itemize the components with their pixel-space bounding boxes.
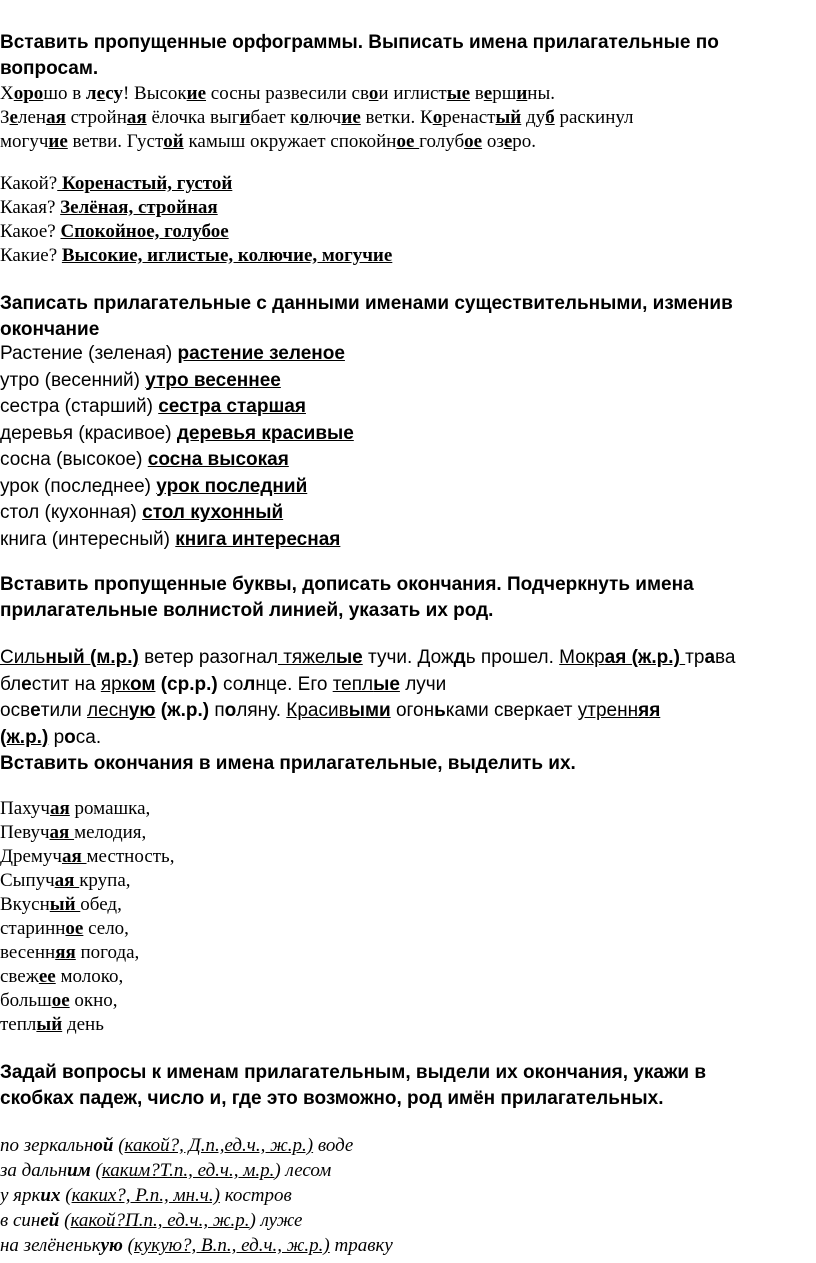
list-item	[0, 447, 800, 474]
exercise-5-heading-line-1: Задай вопросы к именам прилагательным, выдели их окончания, укажи в	[0, 1062, 707, 1083]
text-run: Какое?	[0, 221, 61, 242]
text-run: ой	[93, 1135, 114, 1156]
list-item	[0, 941, 800, 965]
text-run: весенн	[0, 942, 56, 963]
text-run: ие	[341, 107, 361, 128]
text-run: яя	[55, 942, 76, 963]
exercise-1-answers	[0, 172, 800, 268]
text-run: в	[470, 83, 484, 104]
text-line	[0, 130, 800, 154]
text-run: п	[209, 700, 225, 721]
text-run: урок (последнее)	[0, 475, 157, 497]
text-run: З	[0, 107, 10, 128]
exercise-1	[0, 30, 800, 154]
text-run: ая	[49, 822, 75, 843]
list-item	[0, 1133, 800, 1158]
text-run: а	[704, 647, 716, 668]
text-run: лучи	[399, 673, 447, 695]
text-run: б	[545, 107, 555, 128]
text-run: р	[48, 726, 65, 748]
list-item	[0, 527, 800, 554]
list-item	[0, 797, 800, 821]
text-run: (	[60, 1185, 72, 1206]
text-run: ветки. К	[360, 107, 433, 128]
text-run: Х	[0, 83, 14, 104]
text-run: ое	[65, 918, 84, 939]
text-run: камыш окружает спокойн	[183, 131, 397, 152]
text-run: (ж.р.)	[0, 726, 49, 748]
answer-line	[0, 220, 800, 244]
text-run: стол кухонный	[142, 502, 284, 523]
text-run: окно,	[69, 990, 118, 1011]
text-run: со	[217, 673, 244, 695]
text-run: Растение (зеленая)	[0, 343, 178, 364]
text-run: ей	[40, 1210, 60, 1231]
text-run: в син	[0, 1210, 41, 1231]
text-run: е	[96, 83, 106, 104]
text-run: деревья (красивое)	[0, 422, 177, 444]
list-item	[0, 1013, 800, 1037]
exercise-2	[0, 291, 800, 343]
text-run: е	[483, 83, 493, 104]
text-run: книга (интересный)	[0, 528, 176, 550]
text-run: Пахуч	[0, 798, 50, 819]
answer-line	[0, 244, 800, 268]
text-run: лен	[17, 107, 47, 128]
text-run: молоко,	[55, 966, 124, 987]
text-run: бает к	[250, 107, 300, 128]
text-run: ! Высок	[122, 83, 187, 104]
list-item	[0, 474, 800, 501]
text-run: свеж	[0, 966, 39, 987]
text-run: каких?, Р.п., мн.ч.)	[71, 1185, 220, 1206]
text-line	[0, 672, 800, 699]
list-item	[0, 1233, 800, 1258]
text-run: голуб	[419, 131, 465, 152]
list-item	[0, 394, 800, 421]
text-run: ая (ж.р.)	[604, 647, 686, 668]
text-run: ренаст	[442, 107, 496, 128]
text-run: село,	[83, 918, 129, 939]
text-run: ками сверкает	[445, 700, 578, 721]
text-run: ду	[521, 107, 546, 128]
text-run: Какая?	[0, 197, 61, 218]
list-item	[0, 1158, 800, 1183]
text-run: какой?, Д.п.,ед.ч., ж.р.)	[124, 1135, 314, 1156]
text-run: ветер разогнал	[138, 647, 278, 668]
text-run: Певуч	[0, 822, 50, 843]
text-run: ёлочка выг	[146, 107, 240, 128]
answer-line	[0, 172, 800, 196]
text-run: л	[243, 673, 256, 695]
text-run: ) лесом	[274, 1160, 332, 1181]
text-run: Зелёная, стройная	[60, 197, 218, 218]
text-line	[0, 82, 800, 106]
text-run: нце. Его	[255, 673, 333, 695]
text-run: Сыпуч	[0, 870, 55, 891]
text-run: (	[90, 1160, 102, 1181]
text-run: кукую?, В.п., ед.ч., ж.р.)	[133, 1235, 330, 1256]
text-run: стол (кухонная)	[0, 502, 143, 523]
exercise-4	[0, 751, 800, 777]
exercise-1-text	[0, 82, 800, 154]
text-run: са.	[75, 726, 102, 748]
text-run: ветви. Густ	[67, 131, 164, 152]
text-run: ) луже	[249, 1210, 303, 1231]
text-run: тяжел	[277, 647, 336, 668]
text-run: Спокойное, голубое	[60, 221, 229, 242]
text-run: старинн	[0, 918, 66, 939]
text-run: ь прошел.	[465, 647, 560, 668]
text-run: тучи. Дож	[362, 647, 454, 668]
text-run: ой	[163, 131, 184, 152]
list-item	[0, 845, 800, 869]
text-run: ый	[49, 894, 81, 915]
text-run: шо в	[43, 83, 86, 104]
text-run: раскинул	[554, 107, 634, 128]
list-item	[0, 368, 800, 395]
answer-line	[0, 196, 800, 220]
text-run: тепл	[0, 1014, 37, 1035]
text-run: Какой?	[0, 173, 58, 194]
exercise-4-heading: Вставить окончания в имена прилагательные, выделить их.	[0, 753, 576, 774]
text-run: сестра (старший)	[0, 396, 159, 417]
exercise-5-heading-line-2: скобках падеж, число и, где это возможно, род имён прилагательных.	[0, 1088, 664, 1109]
text-run: на зелёненьк	[0, 1235, 101, 1256]
text-run: ва	[715, 647, 736, 668]
text-run: (	[113, 1135, 125, 1156]
text-run: Коренастый, густой	[57, 173, 233, 194]
text-line	[0, 106, 800, 130]
text-run: утро (весенний)	[0, 369, 146, 391]
text-run: о	[64, 726, 76, 748]
text-line	[0, 698, 800, 725]
text-run: им	[67, 1160, 91, 1181]
text-run: у ярк	[0, 1185, 41, 1206]
text-run: за дальн	[0, 1160, 68, 1181]
text-run: обед,	[80, 894, 122, 915]
list-item	[0, 917, 800, 941]
text-run: утро весеннее	[145, 369, 281, 391]
text-run: е	[30, 700, 41, 721]
text-run: яя	[638, 700, 661, 721]
text-run: день	[62, 1014, 104, 1035]
text-run: (	[122, 1235, 134, 1256]
text-run: ый	[36, 1014, 63, 1035]
text-run: костров	[219, 1185, 292, 1206]
text-run: ое	[396, 131, 420, 152]
text-run: сосны развесили св	[206, 83, 369, 104]
exercise-2-heading-line-2: окончание	[0, 319, 100, 340]
list-item	[0, 821, 800, 845]
text-run: по зеркальн	[0, 1135, 94, 1156]
text-run: е	[9, 107, 18, 128]
text-run: ая	[126, 107, 147, 128]
text-run: ая	[50, 798, 70, 819]
list-item	[0, 500, 800, 527]
text-run: осв	[0, 700, 31, 721]
text-run: рш	[492, 83, 517, 104]
text-run: тепл	[332, 673, 374, 695]
exercise-3	[0, 572, 800, 624]
list-item	[0, 965, 800, 989]
text-line	[0, 725, 800, 752]
exercise-3-text	[0, 645, 800, 751]
text-run: ую	[100, 1235, 123, 1256]
exercise-1-heading-line-1: Вставить пропущенные орфограммы. Выписать имена прилагательные по	[0, 32, 719, 53]
text-run: мелодия,	[74, 822, 147, 843]
text-run: ое	[464, 131, 483, 152]
text-run: (ж.р.)	[155, 700, 210, 721]
text-run: оз	[482, 131, 504, 152]
text-run: ая	[54, 870, 80, 891]
text-run: какой?П.п., ед.ч., ж.р.	[70, 1210, 250, 1231]
text-run: о	[432, 107, 443, 128]
list-item	[0, 1208, 800, 1233]
exercise-4-rows	[0, 797, 800, 1037]
text-run: воде	[313, 1135, 354, 1156]
text-run: ый	[495, 107, 522, 128]
text-run: сосна (высокое)	[0, 449, 148, 470]
text-run: ярк	[100, 673, 131, 695]
text-run: огон	[390, 700, 435, 721]
text-run: сестра старшая	[158, 396, 306, 417]
text-run: ро.	[512, 131, 537, 152]
text-run: ую	[128, 700, 156, 721]
text-run: их	[40, 1185, 61, 1206]
text-run: сосна высокая	[147, 449, 289, 470]
text-run: люч	[308, 107, 342, 128]
text-run: ые	[335, 647, 363, 668]
text-run: Мокр	[559, 647, 605, 668]
text-run: оро	[13, 83, 44, 104]
text-run: тили	[40, 700, 88, 721]
text-run: ие	[186, 83, 207, 104]
text-run: ляну.	[236, 700, 287, 721]
text-run: ие	[48, 131, 68, 152]
list-item	[0, 989, 800, 1013]
text-run: книга интересная	[175, 528, 341, 550]
text-run: утренн	[577, 700, 639, 721]
text-run: е	[503, 131, 513, 152]
text-run: и иглист	[378, 83, 447, 104]
text-run: о	[368, 83, 379, 104]
text-run: и	[516, 83, 528, 104]
text-run: каким?Т.п., ед.ч., м.р.	[101, 1160, 275, 1181]
text-run: ая	[61, 846, 87, 867]
text-run: деревья красивые	[176, 422, 354, 444]
text-run: могуч	[0, 131, 49, 152]
text-run: тр	[685, 647, 705, 668]
text-run: ыми	[348, 700, 391, 721]
text-run: ны.	[527, 83, 555, 104]
text-run: ые	[446, 83, 471, 104]
list-item	[0, 1183, 800, 1208]
text-run: стройн	[65, 107, 127, 128]
text-run: ая	[46, 107, 66, 128]
text-run: ромашка,	[69, 798, 151, 819]
text-run: (ср.р.)	[155, 673, 218, 695]
exercise-3-heading-line-1: Вставить пропущенные буквы, дописать окончания. Подчеркнуть имена	[0, 574, 694, 595]
text-run: урок последний	[156, 475, 308, 497]
exercise-2-heading-line-1: Записать прилагательные с данными именами существительными, изменив	[0, 293, 733, 314]
list-item	[0, 421, 800, 448]
exercise-1-heading-line-2: вопросам.	[0, 58, 99, 79]
text-run: Высокие, иглистые, колючие, могучие	[61, 245, 393, 266]
text-run: ое	[51, 990, 70, 1011]
list-item	[0, 893, 800, 917]
text-run: больш	[0, 990, 52, 1011]
text-run: стит на	[31, 673, 101, 695]
exercise-5	[0, 1060, 800, 1112]
text-run: Силь	[0, 647, 46, 668]
list-item	[0, 341, 800, 368]
text-run: крупа,	[79, 870, 131, 891]
text-run: местность,	[86, 846, 175, 867]
text-run: ь	[434, 700, 446, 721]
text-run: растение зеленое	[177, 343, 345, 364]
text-run: Какие?	[0, 245, 62, 266]
text-line	[0, 645, 800, 672]
text-run: ее	[38, 966, 56, 987]
text-run: бл	[0, 673, 22, 695]
text-run: су	[105, 83, 123, 104]
text-run: ом	[130, 673, 156, 695]
text-run: и	[239, 107, 251, 128]
text-run: (	[59, 1210, 71, 1231]
text-run: Вкусн	[0, 894, 50, 915]
text-run: о	[224, 700, 237, 721]
text-run: е	[21, 673, 32, 695]
text-run: травку	[329, 1235, 393, 1256]
text-run: Дремуч	[0, 846, 62, 867]
exercise-5-rows	[0, 1133, 800, 1258]
text-run: д	[453, 647, 466, 668]
text-run: ые	[373, 673, 400, 695]
text-run: Красив	[286, 700, 349, 721]
text-run: о	[299, 107, 309, 128]
text-run: ный (м.р.)	[45, 647, 139, 668]
exercise-3-heading-line-2: прилагательные волнистой линией, указать их род.	[0, 600, 494, 621]
text-run: лесн	[87, 700, 129, 721]
text-run: л	[85, 83, 97, 104]
list-item	[0, 869, 800, 893]
exercise-2-rows	[0, 341, 800, 553]
text-run: погода,	[75, 942, 140, 963]
